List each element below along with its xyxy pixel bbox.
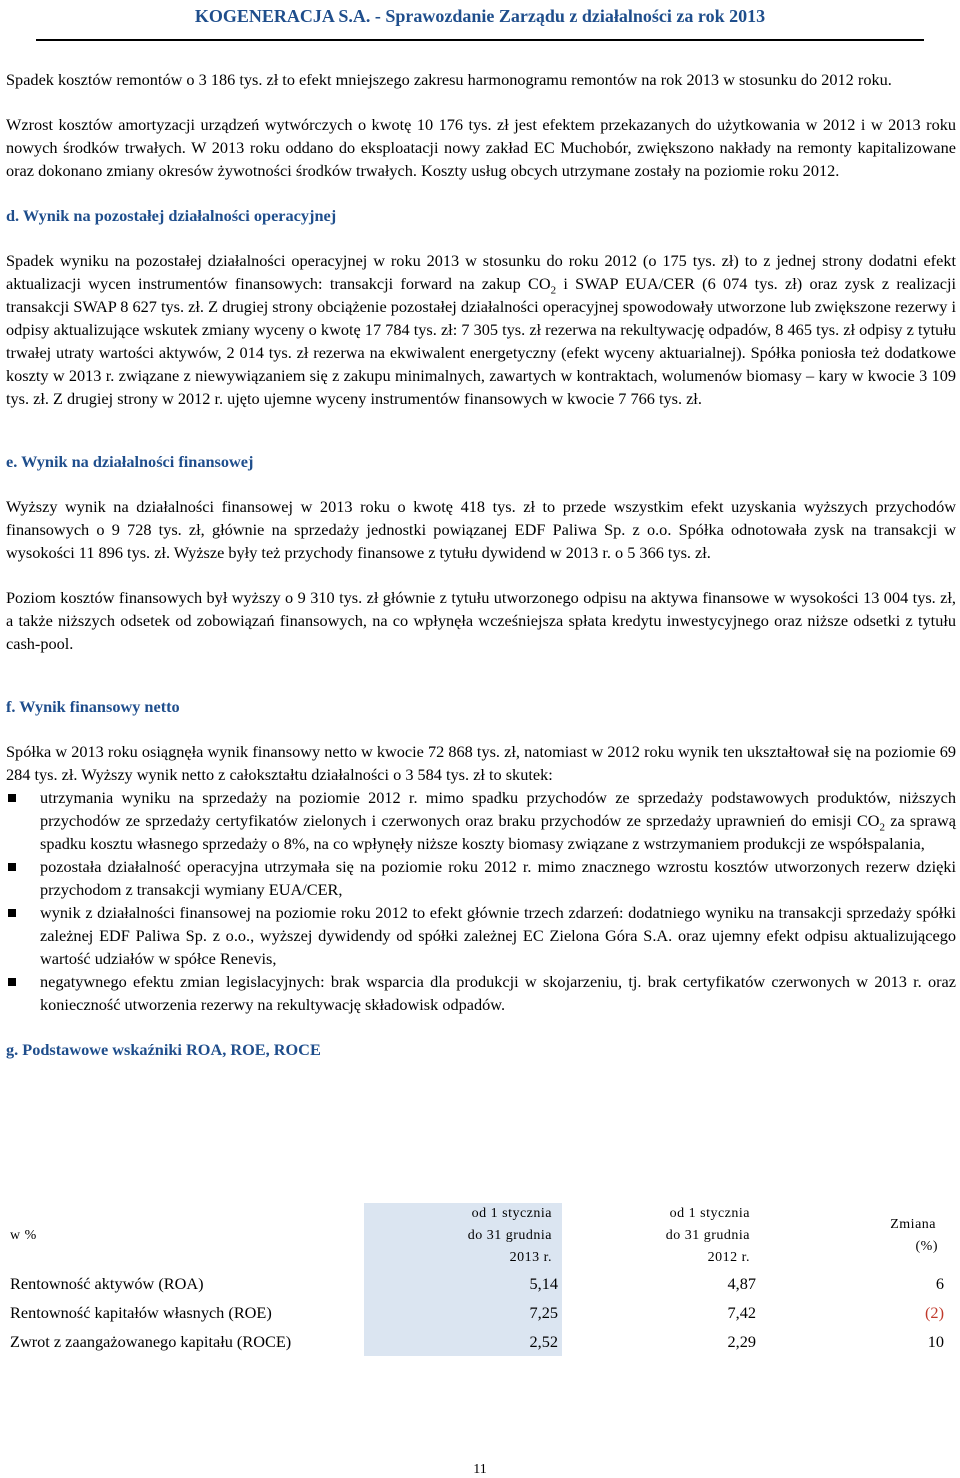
page-number: 11: [473, 1462, 487, 1477]
section-heading-e: e. Wynik na działalności finansowej: [6, 452, 254, 471]
value-change: 10: [927, 1331, 944, 1351]
value-2012: 4,87: [727, 1273, 756, 1293]
document-header: KOGENERACJA S.A. - Sprawozdanie Zarządu z działalności za rok 2013: [194, 6, 766, 26]
value-change: (2): [925, 1302, 944, 1322]
value-2013: 7,25: [364, 1298, 562, 1327]
paragraph-repairs: Spadek kosztów remontów o 3 186 tys. zł to efekt mniejszego zakresu harmonogramu remontów na rok 2013 w stosunku do 2012 roku.: [6, 70, 892, 89]
value-2013: 2,52: [364, 1327, 562, 1356]
table-row: [6, 1327, 948, 1356]
square-bullet-icon: [8, 794, 16, 802]
net-result-bullets: [6, 786, 956, 1016]
paragraph-other-operating: Spadek wyniku na pozostałej działalności operacyjnej w roku 2013 w stosunku do roku 2012 (o 175 tys. zł) to z jednej strony dodatni efekt aktualizacji wycen instrumentów finansowych: transakcji forward na zakup $CO_2$ i SWAP EUA/CER (6 074 tys. zł) oraz zysk z realizacji transakcji SWAP 8 627 tys. zł. Z drugiej strony obciążenie pozostałej działalności operacyjnej spowodowały utworzone lub zwiększone rezerwy i odpisy aktualizujące wskutek zmiany wyceny o kwotę 17 784 tys. zł: 7 305 tys. zł rezerwa na rekultywację odpadów, 8 465 tys. zł odpisy z tytułu trwałej utraty wartości aktywów, 2 014 tys. zł rezerwa na ekwiwalent energetyczny (efekt wyceny aktuarialnej). Spółka poniosła też dodatkowe koszty w 2013 r. związane z niewywiązaniem się z zakupu minimalnych, zawartych w kontraktach, wolumenów biomasy – kary w kwocie 3 109 tys. zł. Z drugiej strony w 2012 r. ujęto ujemne wyceny instrumentów finansowych w kwocie 7 766 tys. zł.: [6, 251, 956, 408]
square-bullet-icon: [8, 978, 16, 986]
table-row: [6, 1269, 948, 1298]
square-bullet-icon: [8, 909, 16, 917]
header-rule: [36, 39, 924, 41]
ratios-table: [6, 1203, 948, 1356]
square-bullet-icon: [8, 863, 16, 871]
col-header-2012: od 1 stycznia do 31 grudnia 2012 r.: [665, 1206, 750, 1265]
unit-label: w %: [10, 1228, 37, 1243]
document-body: [6, 68, 956, 1061]
section-heading-d: d. Wynik na pozostałej działalności operacyjnej: [6, 206, 337, 225]
list-item: pozostała działalność operacyjna utrzymała się na poziomie roku 2012 r. mimo znacznego wzrostu kosztów utworzonych rezerw dzięki przychodom z transakcji wymiany EUA/CER,: [6, 855, 956, 901]
table-header-row: [6, 1203, 948, 1269]
section-heading-g: g. Podstawowe wskaźniki ROA, ROE, ROCE: [6, 1040, 321, 1059]
list-item: negatywnego efektu zmian legislacyjnych: brak wsparcia dla produkcji w skojarzeniu, tj. brak certyfikatów czerwonych w 2013 r. oraz konieczność utworzenia rezerwy na rekultywację składowisk odpadów.: [6, 970, 956, 1016]
col-header-2013: od 1 stycznia do 31 grudnia 2013 r.: [364, 1203, 562, 1269]
value-2013: 5,14: [364, 1269, 562, 1298]
table-row: [6, 1298, 948, 1327]
col-header-change: Zmiana (%): [890, 1217, 938, 1254]
paragraph-net-result: Spółka w 2013 roku osiągnęła wynik finansowy netto w kwocie 72 868 tys. zł, natomiast w 2012 roku wynik ten ukształtował się na poziomie 69 284 tys. zł. Wyższy wynik netto z całokształtu działalności o 3 584 tys. zł to skutek:: [6, 742, 956, 784]
list-item: wynik z działalności finansowej na poziomie roku 2012 to efekt głównie trzech zdarzeń: dodatniego wyniku na transakcji sprzedaży spółki zależnej EDF Paliwa Sp. z o.o., wyższej dywidendy od spółki zależnej EC Zielona Góra S.A. oraz ujemny efekt odpisu aktualizującego wartość udziałów w spółce Renevis,: [6, 901, 956, 970]
paragraph-financial-1: Wyższy wynik na działalności finansowej w 2013 roku o kwotę 418 tys. zł to przede wszystkim efekt uzyskania wyższych przychodów finansowych o 9 728 tys. zł, głównie na sprzedaży jednostki powiązanej EDF Paliwa Sp. z o.o. Spółka odnotowała zysk na transakcji w wysokości 11 896 tys. zł. Wyższe były też przychody finansowe z tytułu dywidend w 2013 r. o 5 366 tys. zł.: [6, 497, 956, 562]
list-item: utrzymania wyniku na sprzedaży na poziomie 2012 r. mimo spadku przychodów ze sprzedaży podstawowych produktów, niższych przychodów ze sprzedaży certyfikatów zielonych i czerwonych oraz braku przychodów ze sprzedaży uprawnień do emisji $CO_2$ za sprawą spadku kosztu własnego sprzedaży o 8%, na co wpłynęły niższe koszty biomasy związane z wstrzymaniem produkcji ze współspalania,: [6, 786, 956, 855]
value-change: 6: [935, 1273, 944, 1293]
paragraph-financial-2: Poziom kosztów finansowych był wyższy o 9 310 tys. zł głównie z tytułu utworzonego odpisu na aktywa finansowe w wysokości 13 004 tys. zł, a także niższych odsetek od zobowiązań finansowych, na co wpłynęła wcześniejsza spłata kredytu inwestycyjnego oraz niższe odsetki z tytułu cash-pool.: [6, 588, 956, 653]
value-2012: 2,29: [727, 1331, 756, 1351]
value-2012: 7,42: [727, 1302, 756, 1322]
ratio-label: Rentowność aktywów (ROA): [10, 1273, 204, 1293]
ratio-label: Zwrot z zaangażowanego kapitału (ROCE): [10, 1331, 292, 1351]
ratio-label: Rentowność kapitałów własnych (ROE): [10, 1302, 272, 1322]
section-heading-f: f. Wynik finansowy netto: [6, 697, 180, 716]
paragraph-depreciation: Wzrost kosztów amortyzacji urządzeń wytwórczych o kwotę 10 176 tys. zł jest efektem przekazanych do użytkowania w 2012 i w 2013 roku nowych środków trwałych. W 2013 roku oddano do eksploatacji nowy zakład EC Muchobór, zwiększono nakłady na remonty kapitalizowane oraz dokonano zmiany okresów żywotności środków trwałych. Koszty usług obcych utrzymane zostały na poziomie roku 2012.: [6, 115, 956, 180]
